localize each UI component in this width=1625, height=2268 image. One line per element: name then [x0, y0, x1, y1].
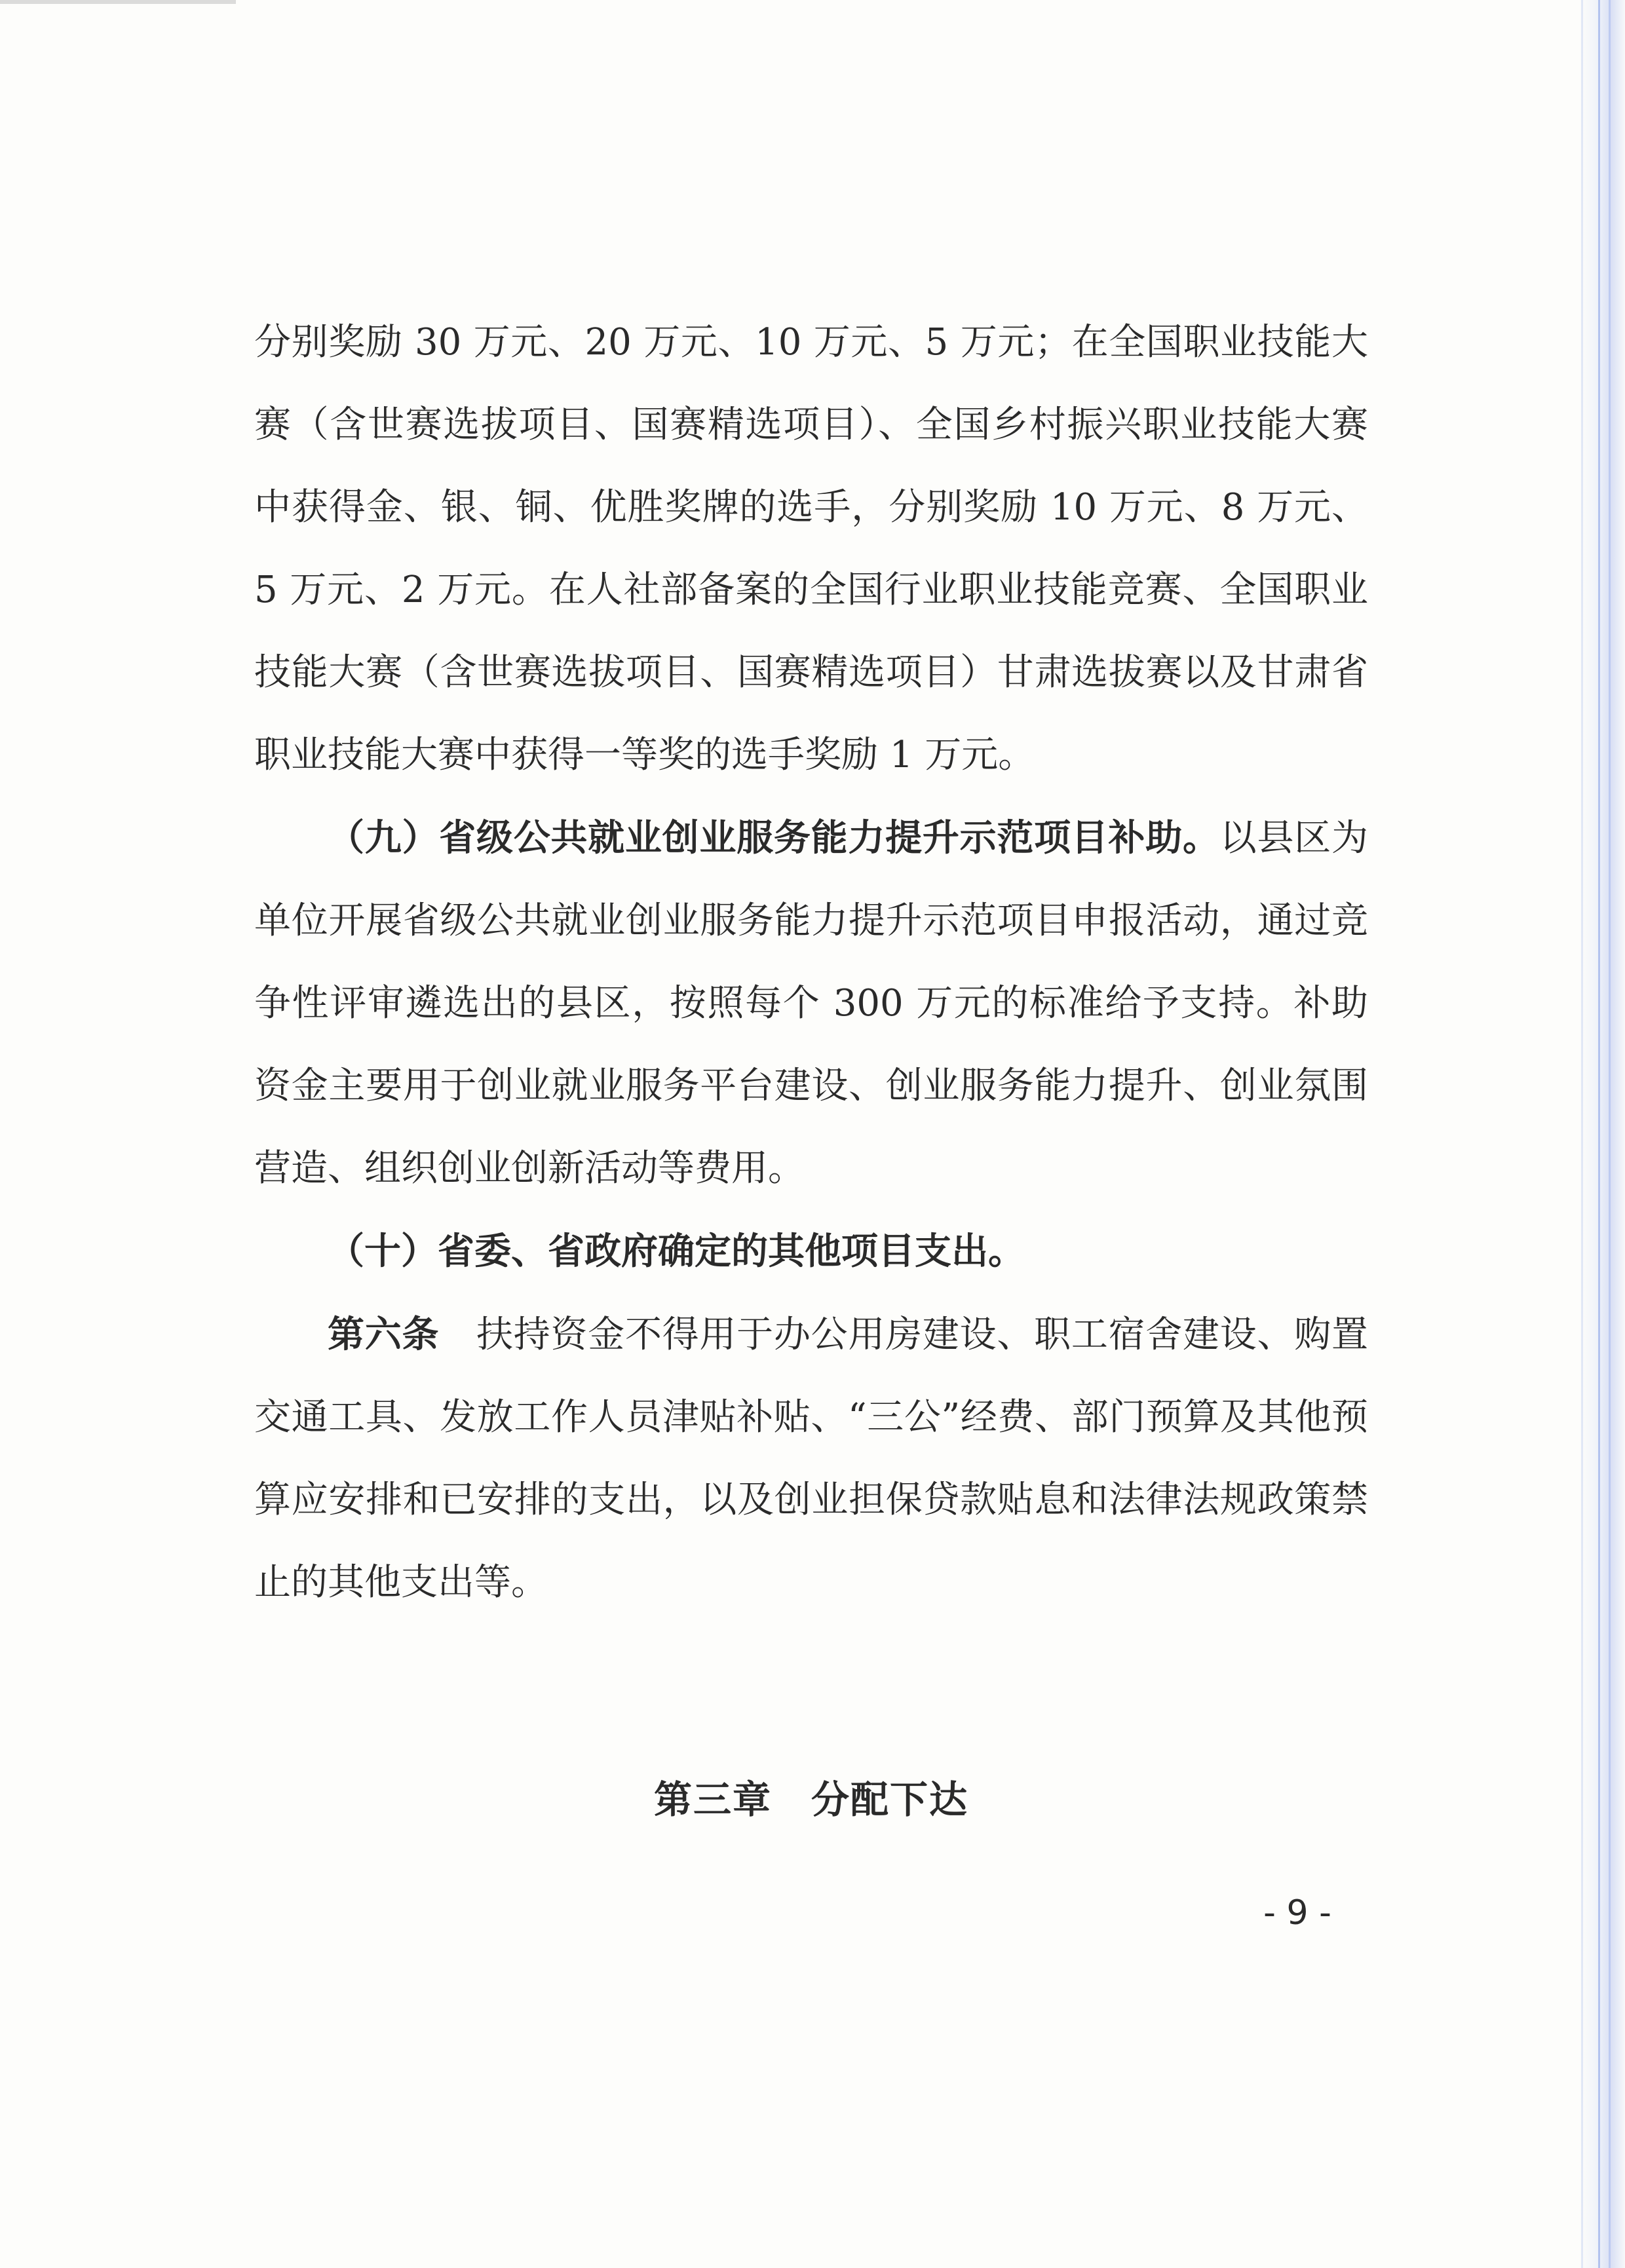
paragraph-awards: [254, 301, 1368, 797]
scan-edge-artifact: [1579, 0, 1625, 2268]
paragraph-text: 以县区为单位开展省级公共就业创业服务能力提升示范项目申报活动，通过竞争性评审遴选出的县区，按照每个 300 万元的标准给予支持。补助资金主要用于创业就业服务平台建设、创业服务能力提升、创业氛围营造、组织创业创新活动等费用。: [254, 817, 1369, 1190]
chapter-number: 第三章: [653, 1777, 772, 1822]
paragraph-item-nine: [254, 797, 1368, 1210]
scan-line-artifact: [1609, 0, 1611, 2268]
item-heading: （十）省委、省政府确定的其他项目支出。: [328, 1230, 1025, 1273]
document-body: [254, 301, 1368, 1624]
scan-shadow: [0, 0, 236, 4]
paragraph-text: 扶持资金不得用于办公用房建设、职工宿舍建设、购置交通工具、发放工作人员津贴补贴、“三公”经费、部门预算及其他预算应安排和已安排的支出，以及创业担保贷款贴息和法律法规政策禁止的其他支出等。: [254, 1314, 1369, 1604]
chapter-heading: [254, 1769, 1368, 1824]
paragraph-item-ten: [254, 1210, 1368, 1293]
item-heading: （九）省级公共就业创业服务能力提升示范项目补助。: [328, 816, 1220, 860]
scan-line-artifact: [1598, 0, 1600, 2268]
paragraph-text: 分别奖励 30 万元、20 万元、10 万元、5 万元；在全国职业技能大赛（含世赛选拔项目、国赛精选项目）、全国乡村振兴职业技能大赛中获得金、银、铜、优胜奖牌的选手，分别奖励 10 万元、8 万元、5 万元、2 万元。在人社部备案的全国行业职业技能竞赛、全国职业技能大赛（含世赛选拔项目、国赛精选项目）甘肃选拔赛以及甘肃省职业技能大赛中获得一等奖的选手奖励 1 万元。: [254, 321, 1368, 776]
chapter-title: 分配下达: [811, 1777, 969, 1822]
scan-line-artifact: [1581, 0, 1583, 2268]
paragraph-article-six: [254, 1293, 1368, 1624]
page-number: - 9 -: [1263, 1893, 1331, 1933]
article-heading: 第六条: [328, 1313, 440, 1356]
